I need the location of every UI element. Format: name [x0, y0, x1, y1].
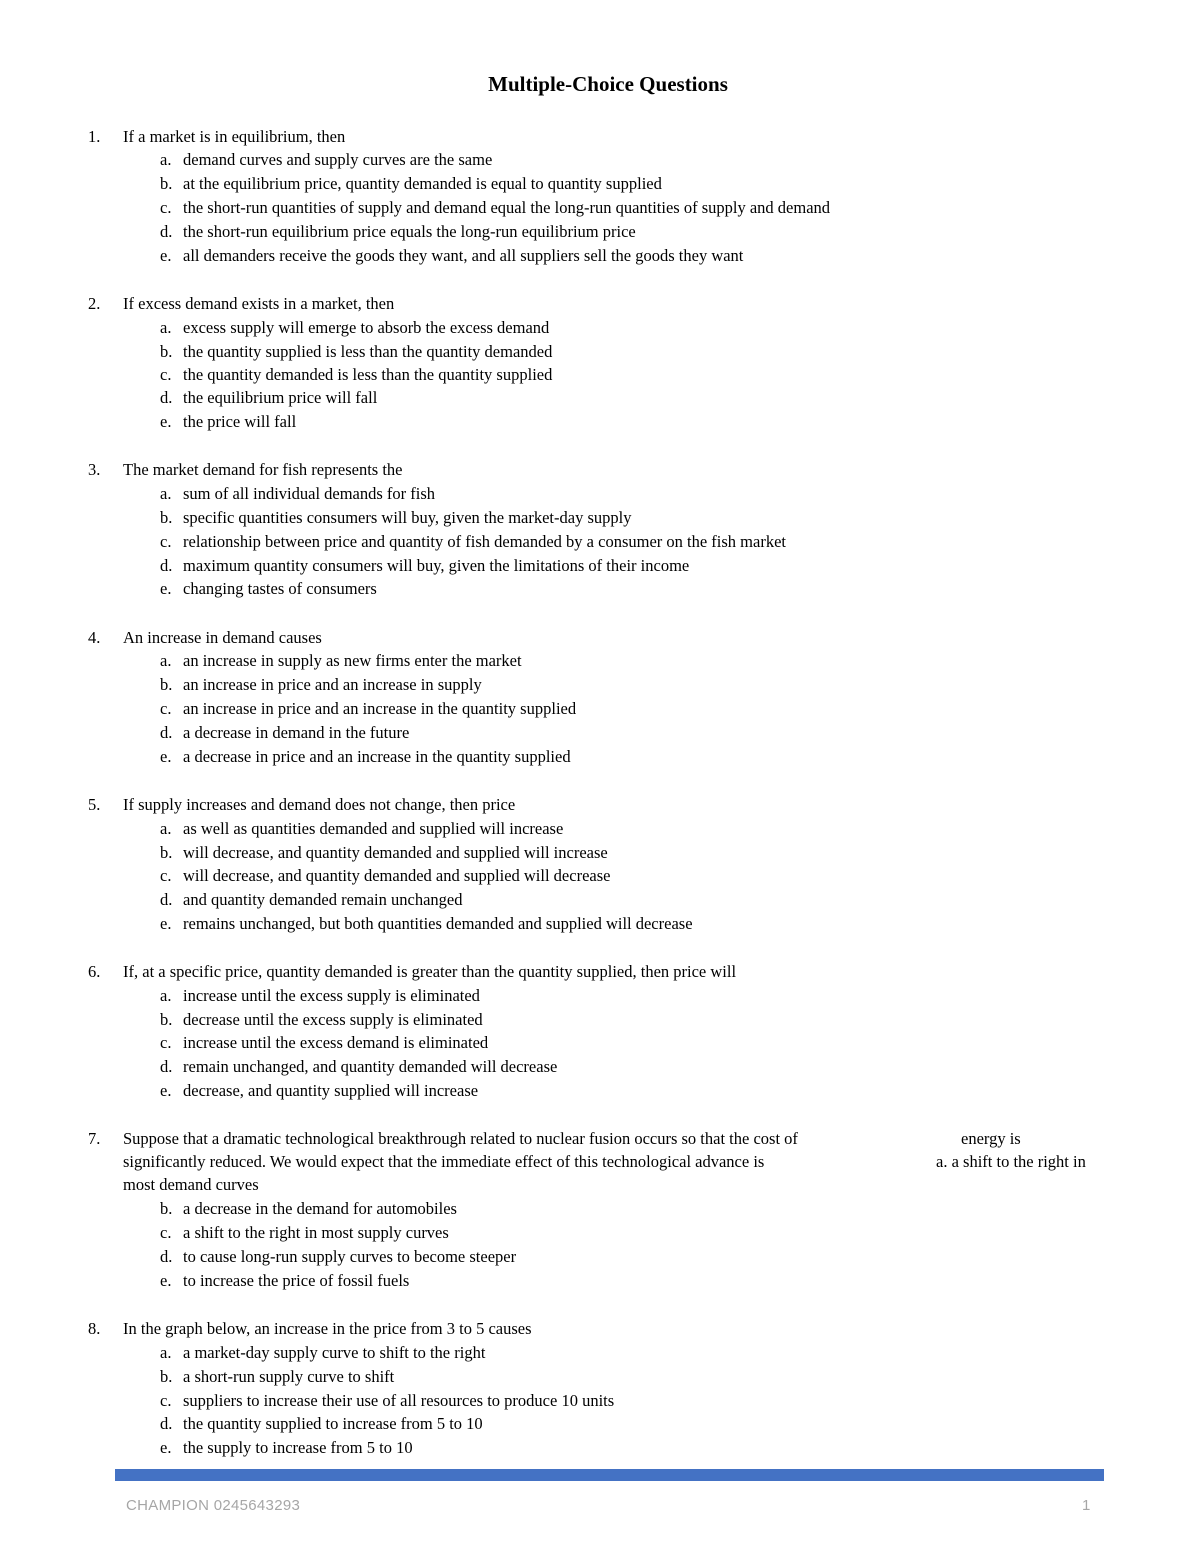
question-stem: If excess demand exists in a market, then	[123, 294, 395, 313]
question-number: 2.	[88, 294, 101, 313]
option: e. the supply to increase from 5 to 10	[160, 1438, 413, 1457]
option: d. to cause long-run supply curves to become steeper	[160, 1247, 517, 1266]
question-number: 4.	[88, 628, 101, 647]
option: c. the quantity demanded is less than the quantity supplied	[160, 365, 553, 384]
question-number: 6.	[88, 962, 101, 981]
option: e. decrease, and quantity supplied will increase	[160, 1081, 479, 1100]
option: d. the quantity supplied to increase from 5 to 10	[160, 1414, 483, 1433]
option: d. the short-run equilibrium price equals the long-run equilibrium price	[160, 222, 636, 241]
page-title: Multiple-Choice Questions	[488, 72, 728, 96]
option: b. a decrease in the demand for automobiles	[160, 1199, 457, 1218]
question-number: 3.	[88, 460, 101, 479]
option: d. and quantity demanded remain unchanged	[160, 890, 463, 909]
option-a-inline: a. a shift to the right in	[936, 1152, 1086, 1171]
question-number: 8.	[88, 1319, 101, 1338]
option: a. increase until the excess supply is eliminated	[160, 986, 480, 1005]
option: d. remain unchanged, and quantity demanded will decrease	[160, 1057, 558, 1076]
option: b. will decrease, and quantity demanded and supplied will increase	[160, 843, 608, 862]
question-stem-line-2: significantly reduced. We would expect that the immediate effect of this technological advance is	[123, 1152, 765, 1171]
question-stem: If supply increases and demand does not change, then price	[123, 795, 516, 814]
page-number: 1	[1082, 1497, 1091, 1514]
question-number: 1.	[88, 127, 101, 146]
footer-divider	[115, 1469, 1104, 1481]
option: d. the equilibrium price will fall	[160, 388, 378, 407]
question-stem-line-1: Suppose that a dramatic technological breakthrough related to nuclear fusion occurs so that the cost of	[123, 1129, 798, 1148]
option: b. decrease until the excess supply is eliminated	[160, 1010, 483, 1029]
question-stem: If a market is in equilibrium, then	[123, 127, 346, 146]
footer-text: CHAMPION 0245643293	[126, 1497, 301, 1514]
question-stem: The market demand for fish represents the	[123, 460, 403, 479]
option: b. the quantity supplied is less than the quantity demanded	[160, 342, 553, 361]
option: a. a market-day supply curve to shift to the right	[160, 1343, 486, 1362]
option: c. suppliers to increase their use of all resources to produce 10 units	[160, 1391, 615, 1410]
option: c. the short-run quantities of supply and demand equal the long-run quantities of supply and demand	[160, 198, 831, 217]
option: e. to increase the price of fossil fuels	[160, 1271, 410, 1290]
question-number: 7.	[88, 1129, 101, 1148]
option: a. sum of all individual demands for fish	[160, 484, 436, 503]
option: e. a decrease in price and an increase in the quantity supplied	[160, 747, 571, 766]
option: e. remains unchanged, but both quantities demanded and supplied will decrease	[160, 914, 693, 933]
question-stem: If, at a specific price, quantity demanded is greater than the quantity supplied, then price will	[123, 962, 737, 981]
option: c. a shift to the right in most supply curves	[160, 1223, 449, 1242]
option: c. an increase in price and an increase in the quantity supplied	[160, 699, 577, 718]
question-number: 5.	[88, 795, 101, 814]
option: e. changing tastes of consumers	[160, 579, 377, 598]
option: d. a decrease in demand in the future	[160, 723, 410, 742]
question-stem: An increase in demand causes	[123, 628, 322, 647]
question-stem-line-1-end: energy is	[961, 1129, 1021, 1148]
option: e. all demanders receive the goods they want, and all suppliers sell the goods they want	[160, 246, 744, 265]
option: a. an increase in supply as new firms enter the market	[160, 651, 522, 670]
option: b. an increase in price and an increase in supply	[160, 675, 482, 694]
option: c. will decrease, and quantity demanded and supplied will decrease	[160, 866, 611, 885]
option: e. the price will fall	[160, 412, 297, 431]
option: c. increase until the excess demand is eliminated	[160, 1033, 489, 1052]
option: c. relationship between price and quantity of fish demanded by a consumer on the fish market	[160, 532, 786, 551]
question-stem: In the graph below, an increase in the price from 3 to 5 causes	[123, 1319, 532, 1338]
question-stem-line-3: most demand curves	[123, 1175, 259, 1194]
option: d. maximum quantity consumers will buy, given the limitations of their income	[160, 556, 690, 575]
option: a. as well as quantities demanded and supplied will increase	[160, 819, 564, 838]
option: b. a short-run supply curve to shift	[160, 1367, 395, 1386]
option: b. specific quantities consumers will buy, given the market-day supply	[160, 508, 632, 527]
option: a. excess supply will emerge to absorb the excess demand	[160, 318, 550, 337]
option: a. demand curves and supply curves are the same	[160, 150, 493, 169]
option: b. at the equilibrium price, quantity demanded is equal to quantity supplied	[160, 174, 662, 193]
